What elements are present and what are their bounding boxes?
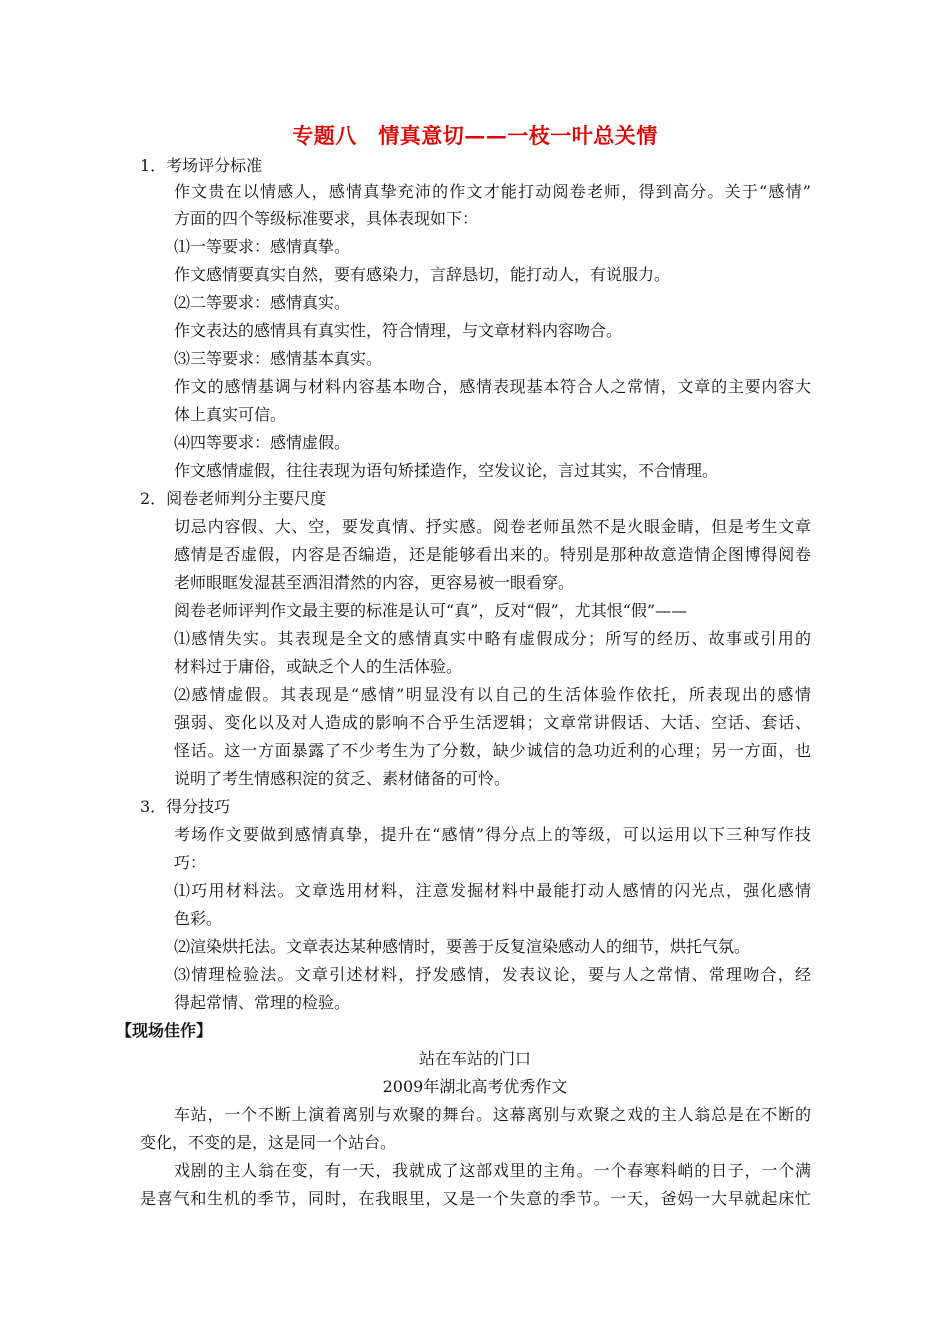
essay-label: 【现场佳作】	[116, 1021, 213, 1040]
list-item: ⑴一等要求：感情真挚。	[174, 237, 351, 256]
section-heading: 2．阅卷老师判分主要尺度	[140, 489, 327, 508]
paragraph-line: 考场作文要做到感情真挚，提升在“感情”得分点上的等级，可以运用以下三种写作技	[174, 825, 811, 844]
list-item: ⑵渲染烘托法。文章表达某种感情时，要善于反复渲染感动人的细节，烘托气氛。	[174, 937, 751, 956]
section-heading: 3．得分技巧	[140, 797, 231, 816]
list-item: ⑷四等要求：感情虚假。	[174, 433, 351, 452]
paragraph-line: 老师眼眶发湿甚至洒泪潸然的内容，更容易被一眼看穿。	[174, 573, 575, 592]
paragraph-line: 作文感情要真实自然，要有感染力，言辞恳切，能打动人，有说服力。	[174, 265, 671, 284]
paragraph-line: 切忌内容假、大、空，要发真情、抒实感。阅卷老师虽然不是火眼金睛，但是考生文章	[174, 517, 811, 536]
list-item: ⑶三等要求：感情基本真实。	[174, 349, 383, 368]
section-heading: 1．考场评分标准	[140, 156, 263, 175]
page-title: 专题八 情真意切——一枝一叶总关情	[292, 123, 658, 148]
paragraph-line: 色彩。	[174, 909, 223, 928]
paragraph-line: 材料过于庸俗，或缺乏个人的生活体验。	[174, 657, 463, 676]
essay-subtitle: 2009年湖北高考优秀作文	[382, 1077, 568, 1096]
paragraph-line: 作文表达的感情具有真实性，符合情理，与文章材料内容吻合。	[174, 321, 623, 340]
list-item: ⑶情理检验法。文章引述材料，抒发感情，发表议论，要与人之常情、常理吻合，经	[174, 965, 811, 984]
essay-line: 是喜气和生机的季节，同时，在我眼里，又是一个失意的季节。一天，爸妈一大早就起床忙	[140, 1189, 811, 1208]
paragraph-line: 作文的感情基调与材料内容基本吻合，感情表现基本符合人之常情，文章的主要内容大	[174, 377, 811, 396]
paragraph-line: 巧：	[174, 853, 207, 872]
paragraph-line: 作文感情虚假，往往表现为语句矫揉造作，空发议论，言过其实，不合情理。	[174, 461, 719, 480]
essay-line: 车站，一个不断上演着离别与欢聚的舞台。这幕离别与欢聚之戏的主人翁总是在不断的	[174, 1105, 811, 1124]
paragraph-line: 强弱、变化以及对人造成的影响不合乎生活逻辑；文章常讲假话、大话、空话、套话、	[174, 713, 811, 732]
list-item: ⑴感情失实。其表现是全文的感情真实中略有虚假成分；所写的经历、故事或引用的	[174, 629, 811, 648]
list-item: ⑵感情虚假。其表现是“感情”明显没有以自己的生活体验作依托，所表现出的感情	[174, 685, 811, 704]
essay-line: 变化，不变的是，这是同一个站台。	[140, 1133, 397, 1152]
list-item: ⑵二等要求：感情真实。	[174, 293, 351, 312]
essay-line: 戏剧的主人翁在变，有一天，我就成了这部戏里的主角。一个春寒料峭的日子，一个满	[174, 1161, 811, 1180]
essay-title: 站在车站的门口	[418, 1049, 531, 1068]
paragraph-line: 感情是否虚假，内容是否编造，还是能够看出来的。特别是那种故意造情企图博得阅卷	[174, 545, 811, 564]
paragraph-line: 方面的四个等级标准要求，具体表现如下：	[174, 209, 479, 228]
list-item: ⑴巧用材料法。文章选用材料，注意发掘材料中最能打动人感情的闪光点，强化感情	[174, 881, 811, 900]
paragraph-line: 得起常情、常理的检验。	[174, 993, 351, 1012]
paragraph-line: 说明了考生情感积淀的贫乏、素材储备的可怜。	[174, 769, 511, 788]
paragraph-line: 怪话。这一方面暴露了不少考生为了分数，缺少诚信的急功近利的心理；另一方面，也	[174, 741, 811, 760]
paragraph-line: 作文贵在以情感人，感情真挚充沛的作文才能打动阅卷老师，得到高分。关于“感情”	[174, 182, 811, 201]
paragraph-line: 阅卷老师评判作文最主要的标准是认可“真”，反对“假”，尤其恨“假”——	[174, 601, 688, 620]
paragraph-line: 体上真实可信。	[174, 405, 287, 424]
